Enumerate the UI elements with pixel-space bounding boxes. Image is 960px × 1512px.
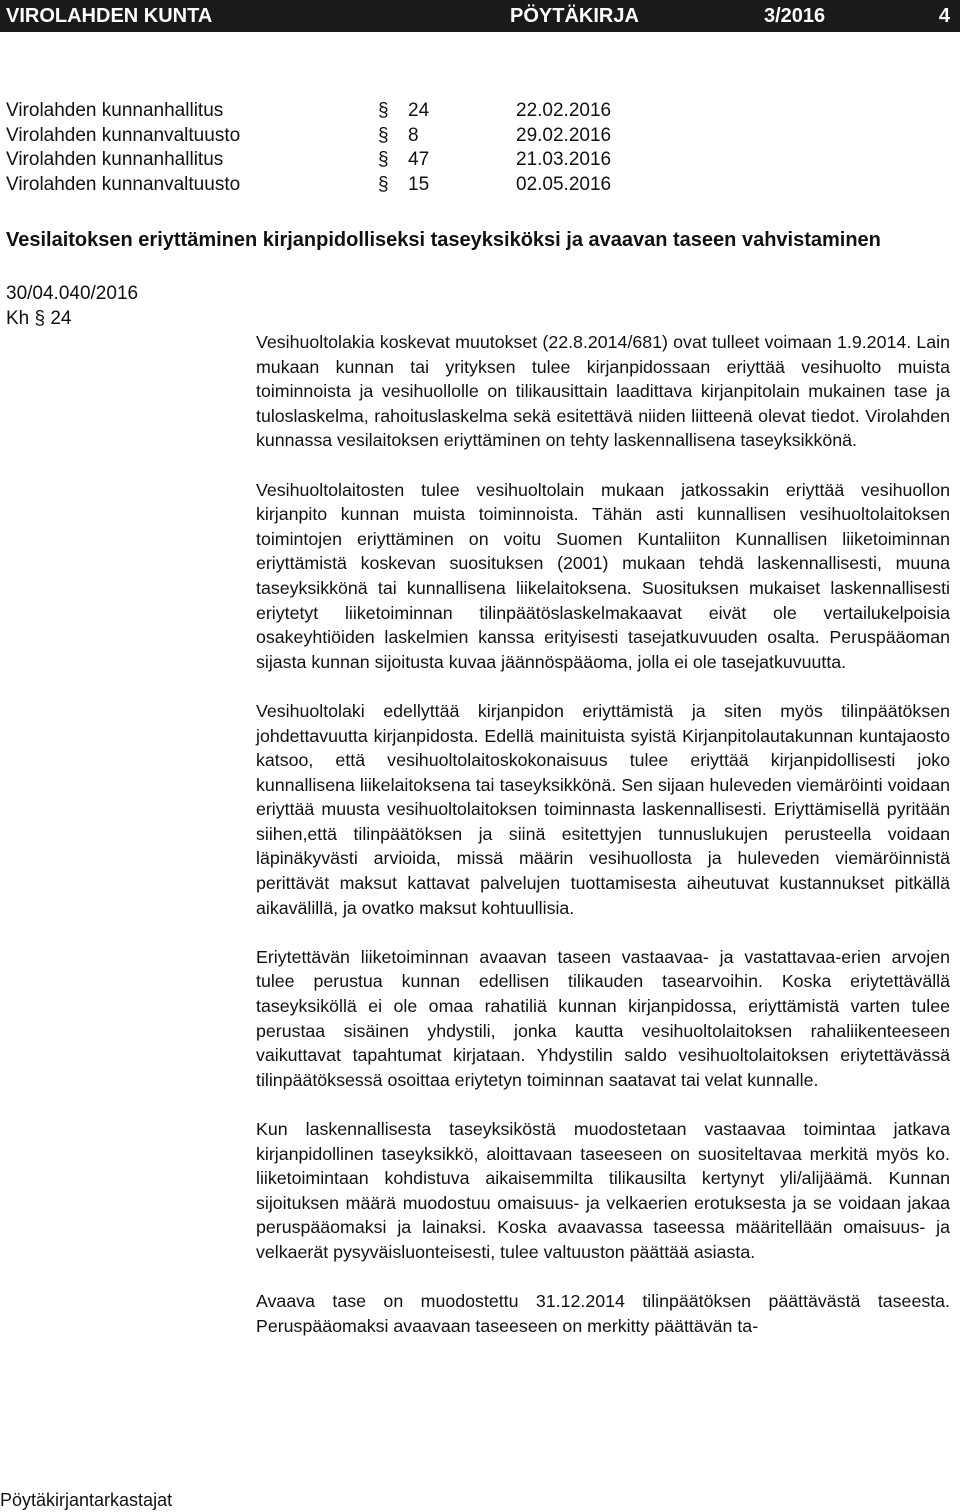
section-reference: Kh § 24	[6, 307, 72, 329]
section-sign: §	[378, 100, 389, 121]
minutes-reviewers-label: Pöytäkirjantarkastajat	[0, 1490, 173, 1510]
organization-name: VIROLAHDEN KUNTA	[6, 5, 213, 27]
page-number: 4	[938, 5, 950, 27]
meeting-body: Virolahden kunnanhallitus	[6, 100, 224, 121]
item-metadata	[6, 282, 138, 331]
meeting-body: Virolahden kunnanvaltuusto	[6, 173, 241, 195]
meeting-date: 21.03.2016	[516, 149, 612, 171]
meeting-date: 22.02.2016	[516, 100, 612, 121]
meeting-date: 02.05.2016	[516, 173, 612, 195]
document-type: PÖYTÄKIRJA	[510, 5, 639, 27]
section-sign: §	[378, 124, 389, 146]
section-number: 24	[408, 100, 430, 121]
body-paragraph: Eriytettävän liiketoiminnan avaavan taseen vastaavaa- ja vastattavaa-erien arvojen tulee perustua kunnan edellisen tilikauden tasearvoihin. Koska eriytettävällä taseyksiköllä ei ole omaa rahatiliä kunnan kirjanpidossa, eriyttämistä varten tulee perustaa sisäinen yhdystili, jonka kautta vesihuoltolaitoksen rahaliikenteeseen vaikuttavat tapahtumat kirjataan. Yhdystilin saldo vesihuoltolaitoksen eriytettävässä tilinpäätöksessä osoittaa eriytetyn toiminnan saatavat tai velat kunnalle.	[256, 946, 950, 1090]
record-id: 30/04.040/2016	[6, 283, 139, 304]
document-header	[0, 0, 960, 32]
item-body	[256, 330, 950, 1338]
section-number: 47	[408, 149, 430, 171]
document-number: 3/2016	[764, 5, 826, 27]
section-sign: §	[378, 173, 389, 195]
section-sign: §	[378, 149, 389, 171]
meeting-body: Virolahden kunnanvaltuusto	[6, 124, 241, 146]
meeting-date: 29.02.2016	[516, 124, 612, 146]
section-number: 15	[408, 173, 430, 195]
body-paragraph: Vesihuoltolaitosten tulee vesihuoltolain mukaan jatkossakin eriyttää vesihuollon kirjanpito kunnan muista toiminnoista. Tähän asti kunnallisen vesihuoltolaitoksen toimintojen eriyttäminen on voitu Suomen Kuntaliiton Kunnallisen liiketoiminnan eriyttämistä koskevan suosituksen (2001) mukaan tehdä laskennallisesti, muuna taseyksikkönä tai kunnallisena liikelaitoksena. Suosituksen mukaiset laskennallisesti eriytetyt liiketoiminnan tilinpäätöslaskelmakaavat eivät ole vertailukelpoisia osakeyhtiöiden laskelmien kanssa erityisesti tasejatkuvuuden osalta. Peruspääoman sijasta kunnan sijoitusta kuvaa jäännöspääoma, jolla ei ole tasejatkuvuutta.	[256, 479, 950, 672]
body-paragraph: Avaava tase on muodostettu 31.12.2014 tilinpäätöksen päättävästä taseesta. Peruspääomaksi avaavaan taseeseen on merkitty päättävän ta-	[256, 1291, 950, 1336]
body-paragraph: Vesihuoltolaki edellyttää kirjanpidon eriyttämistä ja siten myös tilinpäätöksen johdettavuutta kirjanpidosta. Edellä mainituista syistä Kirjanpitolautakunnan kuntajaosto katsoo, että vesihuoltolaitoskokonaisuus tulee eriyttää kirjanpidollisesti joko kunnallisena liikelaitoksena tai taseyksikkönä. Sen sijaan huleveden viemäröinti voidaan eriyttää muusta vesihuoltolaitoksen toiminnasta laskennallisesti. Eriyttämisellä pyritään siihen,että tilinpäätöksen ja siinä esitettyjen tunnuslukujen perusteella voidaan läpinäkyvästi arvioida, missä määrin vesihuollosta ja huleveden viemäröinnistä perittävät maksut kattavat palvelujen tuottamisesta aiheutuvat kustannukset pitkällä aikavälillä, ja ovatko maksut kohtuullisia.	[256, 700, 950, 918]
section-number: 8	[408, 124, 419, 146]
item-title: Vesilaitoksen eriyttäminen kirjanpidolliseksi taseyksiköksi ja avaavan taseen vahvistaminen	[6, 229, 881, 251]
body-paragraph: Vesihuoltolakia koskevat muutokset (22.8.2014/681) ovat tulleet voimaan 1.9.2014. Lain mukaan kunnan tai yrityksen tulee kirjanpidossaan eriyttää vesihuolto muista toiminnoista ja vesihuollolle on tilikausittain laadittava kirjanpitolain mukainen tase ja tuloslaskelma, rahoituslaskelma sekä esitettävä niiden liitteenä olevat tiedot. Virolahden kunnassa vesilaitoksen eriyttäminen on tehty laskennallisena taseyksikkönä.	[256, 332, 950, 451]
body-paragraph: Kun laskennallisesta taseyksiköstä muodostetaan vastaavaa toimintaa jatkava kirjanpidollinen taseyksikkö, aloittavaan taseeseen on suositeltavaa merkitä myös ko. liiketoimintaan kohdistuva aikaisemmilta tilikausilta kertynyt yli/alijäämä. Kunnan sijoituksen määrä muodostuu omaisuus- ja velkaerien erotuksesta ja se voidaan jakaa peruspääomaksi ja lainaksi. Koska avaavassa taseessa määritellään omaisuus- ja velkaerät pysyväisluonteisesti, tulee valtuuston päättää asiasta.	[256, 1119, 950, 1262]
meeting-body: Virolahden kunnanhallitus	[6, 149, 224, 171]
